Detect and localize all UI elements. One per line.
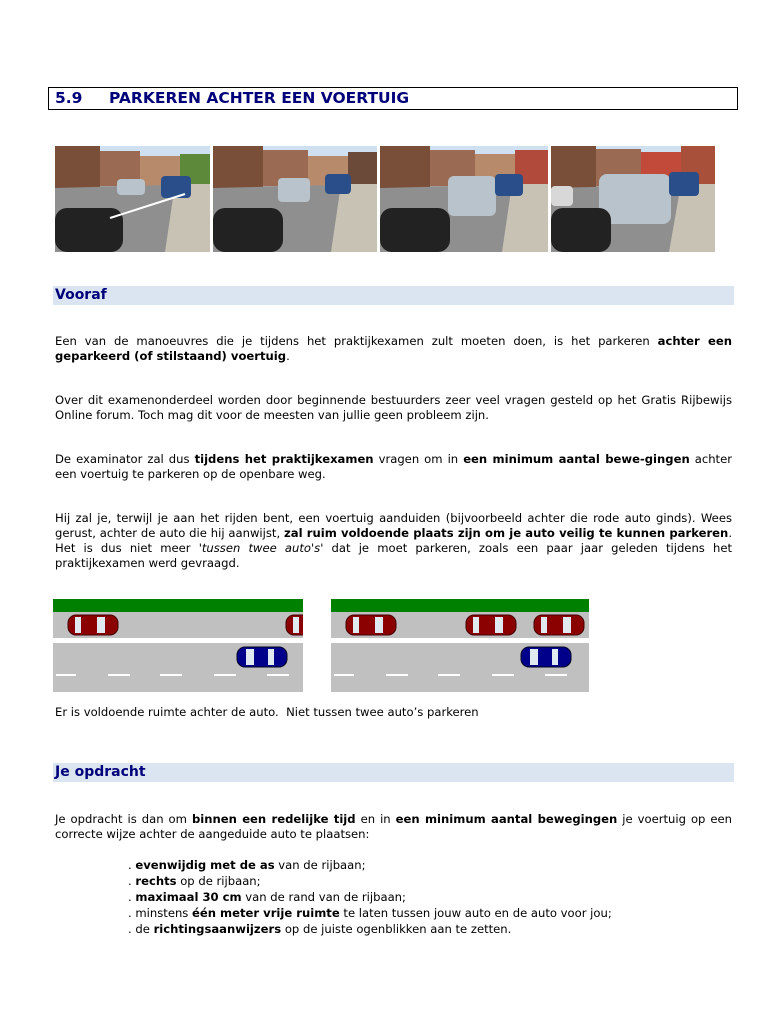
section-title-text: PARKEREN ACHTER EEN VOERTUIG xyxy=(109,89,410,107)
list-item: . evenwijdig met de as van de rijbaan; xyxy=(128,858,366,872)
paragraph-1: Een van de manoeuvres die je tijdens het praktijkexamen zult moeten doen, is het parkeren achter een geparkeerd (of stilstaand) voertuig. xyxy=(55,334,732,363)
list-item: . maximaal 30 cm van de rand van de rijbaan; xyxy=(128,890,406,904)
road-diagram-enough-space xyxy=(53,599,303,692)
red-car-icon xyxy=(534,615,584,635)
section-heading-opdracht: Je opdracht xyxy=(53,763,734,782)
section-number: 5.9 xyxy=(55,89,83,107)
paragraph-4: Hij zal je, terwijl je aan het rijden bent, een voertuig aanduiden (bijvoorbeeld achter die rode auto ginds). Wees gerust, achter de auto die hij aanwijst, zal ruim voldoende plaats zijn om je auto veilig te kunnen parkeren. Het is dus niet meer 'tussen twee auto's' dat je moet parkeren, zoals een paar jaar geleden tijdens het praktijkexamen werd gevraagd. xyxy=(55,511,732,570)
parking-photo-4 xyxy=(551,146,715,252)
red-car-icon xyxy=(466,615,516,635)
red-car-icon xyxy=(346,615,396,635)
parking-photo-1 xyxy=(55,146,210,252)
red-car-partial-icon xyxy=(286,615,303,635)
photo-strip xyxy=(55,146,715,252)
paragraph-3: De examinator zal dus tijdens het praktijkexamen vragen om in een minimum aantal bewe-gingen achter een voertuig te parkeren op de openbare weg. xyxy=(55,452,732,481)
parking-photo-2 xyxy=(213,146,377,252)
paragraph-2: Over dit examenonderdeel worden door beginnende bestuurders zeer veel vragen gesteld op het Gratis Rijbewijs Online forum. Toch mag dit voor de meesten van jullie geen probleem zijn. xyxy=(55,393,732,422)
section-heading-vooraf: Vooraf xyxy=(53,286,734,305)
diagram-caption xyxy=(55,705,479,720)
blue-car-icon xyxy=(521,647,571,667)
list-item: . de richtingsaanwijzers op de juiste ogenblikken aan te zetten. xyxy=(128,922,512,936)
list-item: . rechts op de rijbaan; xyxy=(128,874,261,888)
parking-photo-3 xyxy=(380,146,548,252)
section-title xyxy=(48,87,738,110)
list-item: . minstens één meter vrije ruimte te laten tussen jouw auto en de auto voor jou; xyxy=(128,906,612,920)
paragraph-5: Je opdracht is dan om binnen een redelijke tijd en in een minimum aantal bewegingen je voertuig op een correcte wijze achter de aangeduide auto te plaatsen: xyxy=(55,812,733,841)
requirements-list xyxy=(128,857,612,937)
blue-car-icon xyxy=(237,647,287,667)
road-diagram-not-between xyxy=(331,599,589,692)
caption-left: Er is voldoende ruimte achter de auto. xyxy=(55,705,279,719)
caption-right: Niet tussen twee auto’s parkeren xyxy=(286,705,479,719)
red-car-icon xyxy=(68,615,118,635)
